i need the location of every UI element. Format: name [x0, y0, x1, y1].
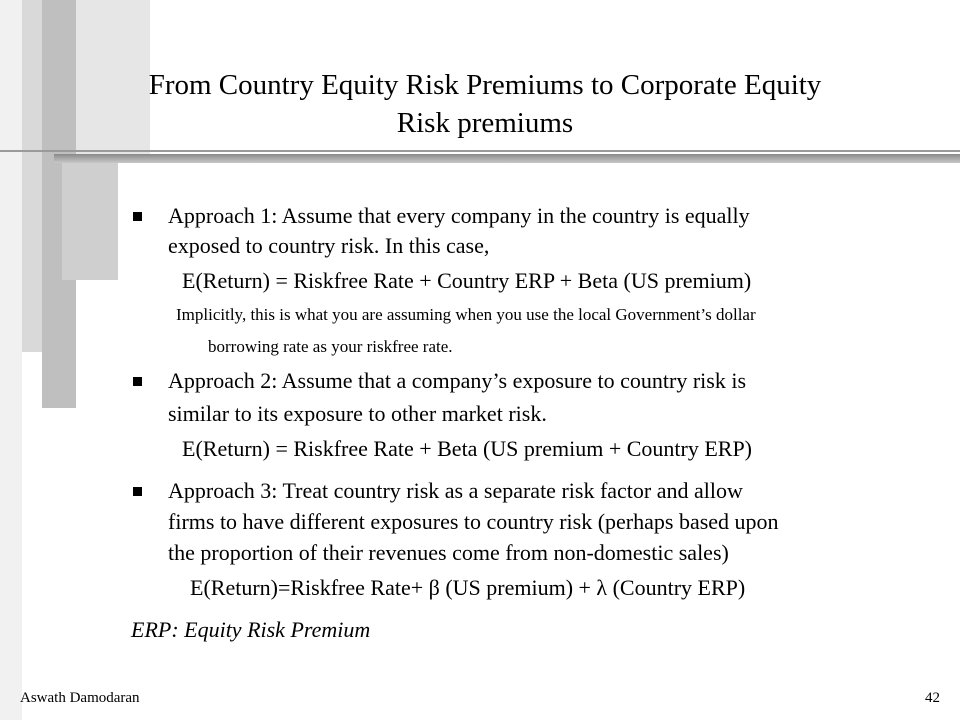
approach2-line1: Approach 2: Assume that a company’s exposure to country risk is [168, 368, 747, 393]
title-line: Risk premiums [396, 107, 574, 139]
title-line: From Country Equity Risk Premiums to Corporate Equity [148, 69, 822, 101]
decor-bar [22, 0, 42, 352]
approach2-line2: similar to its exposure to other market risk. [168, 401, 547, 426]
bullet-marker [133, 487, 142, 496]
erp-footnote: ERP: Equity Risk Premium [131, 617, 371, 642]
approach1-line1: Approach 1: Assume that every company in the country is equally [168, 203, 750, 228]
approach3-formula: E(Return)=Riskfree Rate+ β (US premium) + λ (Country ERP) [190, 575, 746, 600]
slide-title [70, 66, 900, 142]
title-divider-bar [54, 154, 960, 163]
decor-bar [62, 160, 118, 280]
approach2-formula: E(Return) = Riskfree Rate + Beta (US premium + Country ERP) [182, 436, 753, 461]
bullet-marker [133, 212, 142, 221]
approach1-note-line1: Implicitly, this is what you are assuming when you use the local Government’s dollar [176, 305, 756, 324]
approach1-formula: E(Return) = Riskfree Rate + Country ERP + Beta (US premium) [182, 268, 752, 293]
decor-bar [0, 0, 22, 720]
approach1-line2: exposed to country risk. In this case, [168, 233, 490, 258]
approach3-line2: firms to have different exposures to country risk (perhaps based upon [168, 509, 779, 534]
approach1-note-line2: borrowing rate as your riskfree rate. [208, 337, 453, 356]
approach3-line1: Approach 3: Treat country risk as a separate risk factor and allow [168, 478, 743, 503]
page-number: 42 [925, 690, 940, 706]
author-name: Aswath Damodaran [20, 690, 140, 706]
title-divider [0, 150, 960, 152]
bullet-marker [133, 377, 142, 386]
approach3-line3: the proportion of their revenues come from non-domestic sales) [168, 540, 729, 565]
